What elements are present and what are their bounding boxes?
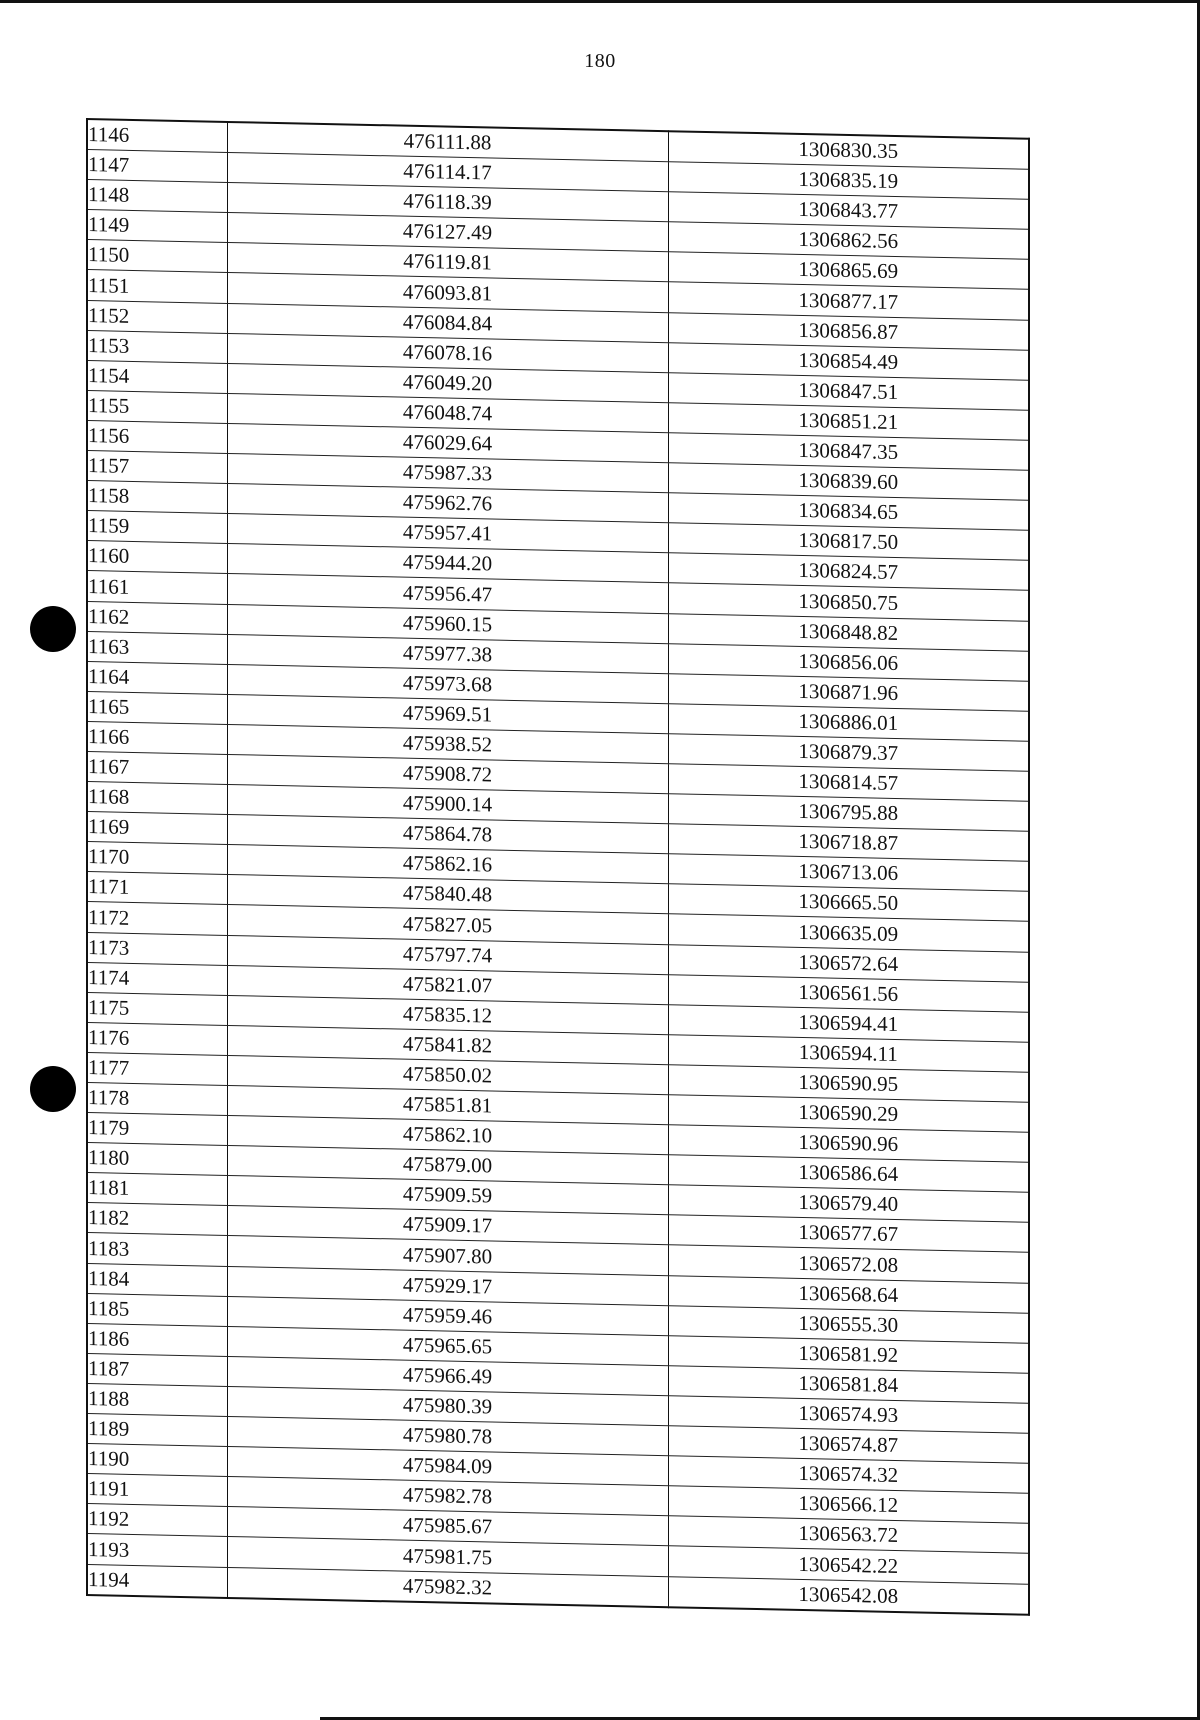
x-coordinate-cell: 475977.38 (227, 634, 668, 673)
x-coordinate-cell: 475980.39 (227, 1386, 668, 1425)
x-coordinate-cell: 475851.81 (227, 1085, 668, 1124)
point-id-cell: 1192 (87, 1504, 227, 1537)
x-coordinate-cell: 475965.65 (227, 1326, 668, 1365)
x-coordinate-cell: 475862.10 (227, 1116, 668, 1155)
x-coordinate-cell: 475835.12 (227, 995, 668, 1034)
point-id-cell: 1188 (87, 1383, 227, 1416)
y-coordinate-cell: 1306594.41 (668, 1004, 1029, 1042)
x-coordinate-cell: 475944.20 (227, 544, 668, 583)
y-coordinate-cell: 1306568.64 (668, 1275, 1029, 1313)
point-id-cell: 1189 (87, 1414, 227, 1447)
point-id-cell: 1159 (87, 511, 227, 544)
y-coordinate-cell: 1306590.29 (668, 1095, 1029, 1133)
x-coordinate-cell: 475900.14 (227, 785, 668, 824)
x-coordinate-cell: 475962.76 (227, 484, 668, 523)
point-id-cell: 1193 (87, 1534, 227, 1567)
y-coordinate-cell: 1306572.64 (668, 944, 1029, 982)
x-coordinate-cell: 475987.33 (227, 453, 668, 492)
point-id-cell: 1179 (87, 1113, 227, 1146)
x-coordinate-cell: 475864.78 (227, 815, 668, 854)
point-id-cell: 1176 (87, 1022, 227, 1055)
point-id-cell: 1187 (87, 1353, 227, 1386)
x-coordinate-cell: 476111.88 (227, 122, 668, 162)
x-coordinate-cell: 475973.68 (227, 664, 668, 703)
x-coordinate-cell: 475929.17 (227, 1266, 668, 1305)
x-coordinate-cell: 475797.74 (227, 935, 668, 974)
point-id-cell: 1156 (87, 420, 227, 453)
y-coordinate-cell: 1306835.19 (668, 162, 1029, 200)
point-id-cell: 1168 (87, 782, 227, 815)
y-coordinate-cell: 1306850.75 (668, 583, 1029, 621)
x-coordinate-cell: 475956.47 (227, 574, 668, 613)
y-coordinate-cell: 1306581.84 (668, 1366, 1029, 1404)
x-coordinate-cell: 475985.67 (227, 1507, 668, 1546)
y-coordinate-cell: 1306871.96 (668, 673, 1029, 711)
y-coordinate-cell: 1306566.12 (668, 1486, 1029, 1524)
y-coordinate-cell: 1306824.57 (668, 553, 1029, 591)
x-coordinate-cell: 476118.39 (227, 183, 668, 222)
punch-hole-icon (30, 1066, 76, 1112)
x-coordinate-cell: 475960.15 (227, 604, 668, 643)
point-id-cell: 1162 (87, 601, 227, 634)
y-coordinate-cell: 1306574.87 (668, 1426, 1029, 1464)
y-coordinate-cell: 1306862.56 (668, 222, 1029, 260)
point-id-cell: 1182 (87, 1203, 227, 1236)
x-coordinate-cell: 475909.17 (227, 1206, 668, 1245)
point-id-cell: 1151 (87, 270, 227, 303)
x-coordinate-cell: 476078.16 (227, 333, 668, 372)
y-coordinate-cell: 1306594.11 (668, 1035, 1029, 1073)
x-coordinate-cell: 475879.00 (227, 1146, 668, 1185)
x-coordinate-cell: 476029.64 (227, 423, 668, 462)
y-coordinate-cell: 1306834.65 (668, 493, 1029, 531)
y-coordinate-cell: 1306563.72 (668, 1516, 1029, 1554)
y-coordinate-cell: 1306879.37 (668, 734, 1029, 772)
x-coordinate-cell: 475980.78 (227, 1416, 668, 1455)
x-coordinate-cell: 475827.05 (227, 905, 668, 944)
point-id-cell: 1164 (87, 661, 227, 694)
x-coordinate-cell: 475850.02 (227, 1055, 668, 1094)
point-id-cell: 1185 (87, 1293, 227, 1326)
x-coordinate-cell: 475907.80 (227, 1236, 668, 1275)
y-coordinate-cell: 1306848.82 (668, 613, 1029, 651)
point-id-cell: 1148 (87, 180, 227, 213)
x-coordinate-cell: 475981.75 (227, 1537, 668, 1576)
y-coordinate-cell: 1306718.87 (668, 824, 1029, 862)
x-coordinate-cell: 475957.41 (227, 514, 668, 553)
point-id-cell: 1181 (87, 1173, 227, 1206)
y-coordinate-cell: 1306542.22 (668, 1546, 1029, 1584)
y-coordinate-cell: 1306856.87 (668, 312, 1029, 350)
point-id-cell: 1158 (87, 481, 227, 514)
point-id-cell: 1149 (87, 210, 227, 243)
y-coordinate-cell: 1306814.57 (668, 764, 1029, 802)
point-id-cell: 1177 (87, 1052, 227, 1085)
x-coordinate-cell: 475938.52 (227, 724, 668, 763)
y-coordinate-cell: 1306635.09 (668, 914, 1029, 952)
y-coordinate-cell: 1306886.01 (668, 703, 1029, 741)
x-coordinate-cell: 476048.74 (227, 393, 668, 432)
y-coordinate-cell: 1306561.56 (668, 974, 1029, 1012)
point-id-cell: 1160 (87, 541, 227, 574)
x-coordinate-cell: 475969.51 (227, 694, 668, 733)
point-id-cell: 1191 (87, 1474, 227, 1507)
y-coordinate-cell: 1306542.08 (668, 1576, 1029, 1614)
x-coordinate-cell: 476049.20 (227, 363, 668, 402)
point-id-cell: 1186 (87, 1323, 227, 1356)
y-coordinate-cell: 1306856.06 (668, 643, 1029, 681)
point-id-cell: 1172 (87, 902, 227, 935)
point-id-cell: 1154 (87, 360, 227, 393)
x-coordinate-cell: 475959.46 (227, 1296, 668, 1335)
y-coordinate-cell: 1306665.50 (668, 884, 1029, 922)
y-coordinate-cell: 1306854.49 (668, 342, 1029, 380)
x-coordinate-cell: 475908.72 (227, 754, 668, 793)
y-coordinate-cell: 1306851.21 (668, 403, 1029, 441)
y-coordinate-cell: 1306581.92 (668, 1335, 1029, 1373)
x-coordinate-cell: 475982.32 (227, 1567, 668, 1607)
y-coordinate-cell: 1306843.77 (668, 192, 1029, 230)
y-coordinate-cell: 1306590.95 (668, 1065, 1029, 1103)
point-id-cell: 1146 (87, 119, 227, 153)
coordinates-table-body (87, 119, 1029, 1614)
point-id-cell: 1183 (87, 1233, 227, 1266)
y-coordinate-cell: 1306555.30 (668, 1305, 1029, 1343)
point-id-cell: 1190 (87, 1444, 227, 1477)
x-coordinate-cell: 475841.82 (227, 1025, 668, 1064)
y-coordinate-cell: 1306847.51 (668, 372, 1029, 410)
y-coordinate-cell: 1306865.69 (668, 252, 1029, 290)
x-coordinate-cell: 475862.16 (227, 845, 668, 884)
y-coordinate-cell: 1306817.50 (668, 523, 1029, 561)
y-coordinate-cell: 1306847.35 (668, 433, 1029, 471)
x-coordinate-cell: 476114.17 (227, 153, 668, 192)
page-number: 180 (584, 50, 616, 72)
point-id-cell: 1155 (87, 390, 227, 423)
x-coordinate-cell: 475840.48 (227, 875, 668, 914)
y-coordinate-cell: 1306590.96 (668, 1125, 1029, 1163)
x-coordinate-cell: 476084.84 (227, 303, 668, 342)
point-id-cell: 1165 (87, 691, 227, 724)
punch-hole-icon (30, 606, 76, 652)
x-coordinate-cell: 476127.49 (227, 213, 668, 252)
point-id-cell: 1175 (87, 992, 227, 1025)
y-coordinate-cell: 1306830.35 (668, 131, 1029, 169)
y-coordinate-cell: 1306574.32 (668, 1456, 1029, 1494)
x-coordinate-cell: 476119.81 (227, 243, 668, 282)
point-id-cell: 1171 (87, 872, 227, 905)
y-coordinate-cell: 1306839.60 (668, 463, 1029, 501)
coordinates-table (86, 118, 1030, 1615)
x-coordinate-cell: 475984.09 (227, 1447, 668, 1486)
point-id-cell: 1180 (87, 1143, 227, 1176)
x-coordinate-cell: 476093.81 (227, 273, 668, 312)
y-coordinate-cell: 1306574.93 (668, 1396, 1029, 1434)
point-id-cell: 1170 (87, 842, 227, 875)
point-id-cell: 1163 (87, 631, 227, 664)
point-id-cell: 1174 (87, 962, 227, 995)
point-id-cell: 1157 (87, 451, 227, 484)
point-id-cell: 1194 (87, 1564, 227, 1598)
y-coordinate-cell: 1306586.64 (668, 1155, 1029, 1193)
point-id-cell: 1178 (87, 1083, 227, 1116)
point-id-cell: 1153 (87, 330, 227, 363)
y-coordinate-cell: 1306713.06 (668, 854, 1029, 892)
y-coordinate-cell: 1306572.08 (668, 1245, 1029, 1283)
page-edge-top (0, 0, 1200, 3)
point-id-cell: 1166 (87, 721, 227, 754)
point-id-cell: 1184 (87, 1263, 227, 1296)
y-coordinate-cell: 1306877.17 (668, 282, 1029, 320)
point-id-cell: 1161 (87, 571, 227, 604)
y-coordinate-cell: 1306579.40 (668, 1185, 1029, 1223)
x-coordinate-cell: 475909.59 (227, 1176, 668, 1215)
point-id-cell: 1147 (87, 150, 227, 183)
x-coordinate-cell: 475982.78 (227, 1477, 668, 1516)
point-id-cell: 1169 (87, 812, 227, 845)
x-coordinate-cell: 475966.49 (227, 1356, 668, 1395)
point-id-cell: 1150 (87, 240, 227, 273)
coordinates-table-container (86, 118, 1028, 1638)
point-id-cell: 1152 (87, 300, 227, 333)
point-id-cell: 1167 (87, 751, 227, 784)
y-coordinate-cell: 1306577.67 (668, 1215, 1029, 1253)
point-id-cell: 1173 (87, 932, 227, 965)
y-coordinate-cell: 1306795.88 (668, 794, 1029, 832)
x-coordinate-cell: 475821.07 (227, 965, 668, 1004)
